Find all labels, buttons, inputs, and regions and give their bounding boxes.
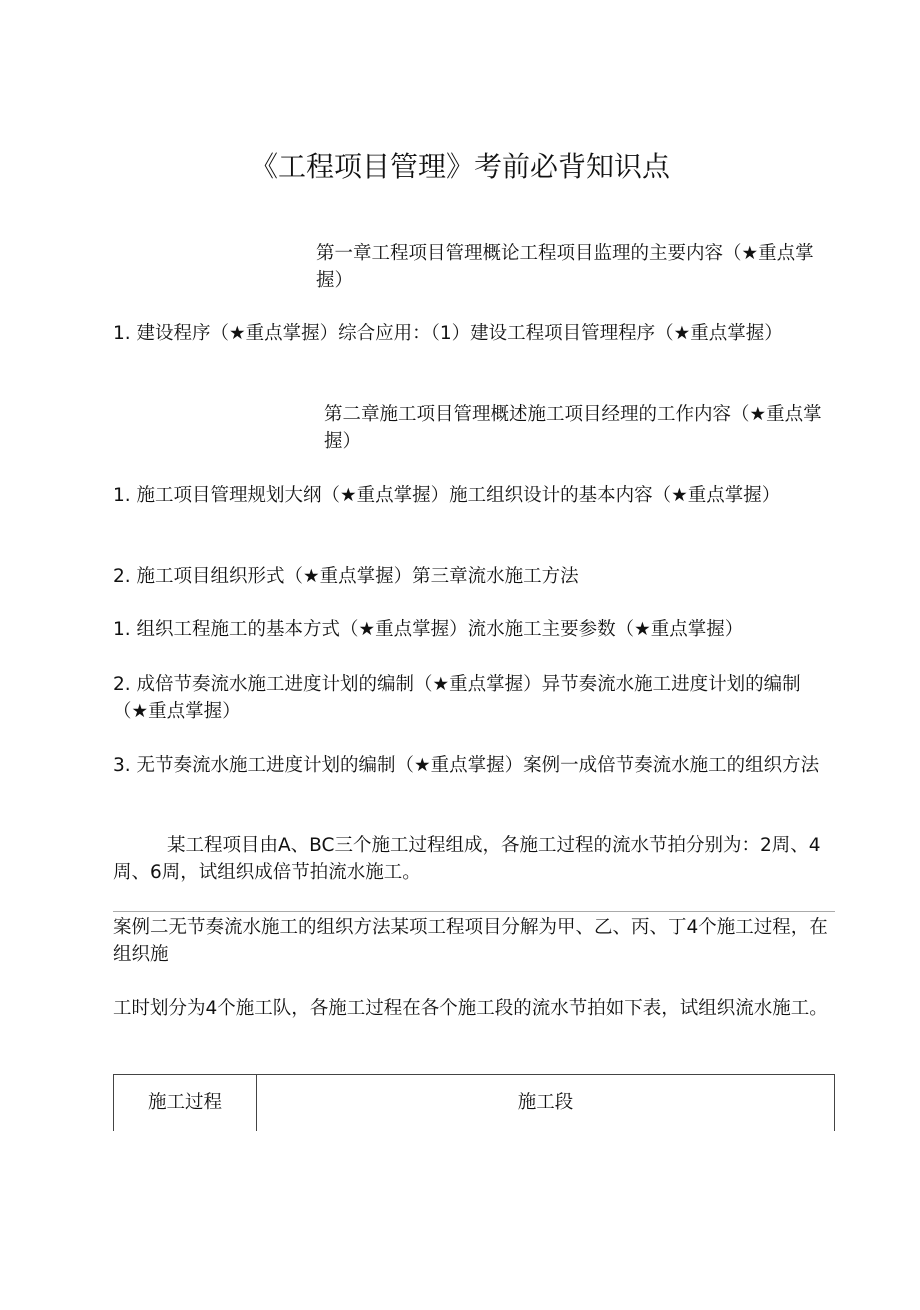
- case-1-body: 某工程项目由A、BC三个施工过程组成，各施工过程的流水节拍分别为：2周、4周、6周，试组织成倍节拍流水施工。: [113, 835, 821, 883]
- chapter-2-heading: 第二章施工项目管理概述施工项目经理的工作内容（★重点掌握）: [324, 404, 822, 452]
- separator-line: [113, 911, 835, 912]
- flow-beat-table: [113, 1074, 835, 1131]
- case-2-body: 工时划分为4个施工队，各施工过程在各个施工段的流水节拍如下表，试组织流水施工。: [113, 998, 828, 1019]
- paragraph-3: 2. 施工项目组织形式（★重点掌握）第三章流水施工方法: [113, 566, 579, 587]
- case-2-intro: 案例二无节奏流水施工的组织方法某项工程项目分解为甲、乙、丙、丁4个施工过程，在组织施: [113, 917, 828, 965]
- chapter-1-heading: 第一章工程项目管理概论工程项目监理的主要内容（★重点掌握）: [316, 243, 814, 291]
- paragraph-5: 2. 成倍节奏流水施工进度计划的编制（★重点掌握）异节奏流水施工进度计划的编制（★重点掌握）: [113, 674, 801, 722]
- document-title: 《工程项目管理》考前必背知识点: [249, 150, 670, 183]
- table-header-process: 施工过程: [114, 1075, 257, 1131]
- paragraph-6: 3. 无节奏流水施工进度计划的编制（★重点掌握）案例一成倍节奏流水施工的组织方法: [113, 755, 820, 776]
- paragraph-2: 1. 施工项目管理规划大纲（★重点掌握）施工组织设计的基本内容（★重点掌握）: [113, 485, 781, 506]
- paragraph-4: 1. 组织工程施工的基本方式（★重点掌握）流水施工主要参数（★重点掌握）: [113, 619, 744, 640]
- paragraph-1: 1. 建设程序（★重点掌握）综合应用：（1）建设工程项目管理程序（★重点掌握）: [113, 323, 783, 344]
- table-header-section: 施工段: [517, 1092, 574, 1113]
